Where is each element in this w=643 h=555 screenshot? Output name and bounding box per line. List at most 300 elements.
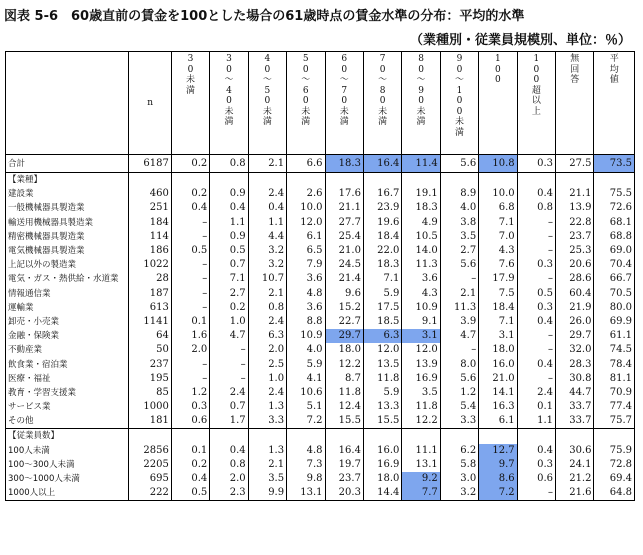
table-cell: 6.1 <box>479 414 517 429</box>
table-cell: – <box>171 272 209 286</box>
header-col: 90～100未満 <box>440 52 478 155</box>
empty-cell <box>325 173 363 188</box>
row-label: 100人未満 <box>6 444 129 458</box>
table-cell: 695 <box>129 472 171 486</box>
table-cell: 11.8 <box>363 372 401 386</box>
table-cell: 9.1 <box>402 315 440 329</box>
table-cell: 1.6 <box>171 329 209 343</box>
table-row <box>6 244 635 258</box>
table-cell: 18.4 <box>363 230 401 244</box>
table-cell: 0.8 <box>210 155 248 173</box>
table-cell: 20.3 <box>325 486 363 501</box>
table-cell: 2.1 <box>248 287 286 301</box>
table-cell: 3.2 <box>440 486 478 501</box>
table-cell: 3.9 <box>440 315 478 329</box>
table-cell: – <box>171 301 209 315</box>
table-cell: 4.9 <box>402 216 440 230</box>
table-cell: 4.7 <box>210 329 248 343</box>
header-col: 無回答 <box>556 52 594 155</box>
table-row <box>6 272 635 286</box>
table-cell: 11.8 <box>402 400 440 414</box>
header-col: 30～40未満 <box>210 52 248 155</box>
table-cell: 0.3 <box>517 301 555 315</box>
table-cell: 0.1 <box>171 444 209 458</box>
header-col: 50～60未満 <box>287 52 325 155</box>
table-cell: – <box>517 329 555 343</box>
table-cell: 10.9 <box>402 301 440 315</box>
table-cell: 24.5 <box>325 258 363 272</box>
table-cell: 6.6 <box>287 155 325 173</box>
table-cell: 19.6 <box>363 216 401 230</box>
table-cell: 7.2 <box>479 486 517 501</box>
table-cell: 4.3 <box>402 287 440 301</box>
empty-cell <box>440 173 478 188</box>
table-cell: 195 <box>129 372 171 386</box>
empty-cell <box>363 429 401 444</box>
table-cell: 20.6 <box>556 258 594 272</box>
table-cell: 2.4 <box>248 386 286 400</box>
table-cell: 2.4 <box>210 386 248 400</box>
row-label: 金融・保険業 <box>6 329 129 343</box>
table-cell: 0.4 <box>171 201 209 215</box>
header-col: 100超以上 <box>517 52 555 155</box>
empty-cell <box>325 429 363 444</box>
table-cell: 12.0 <box>287 216 325 230</box>
table-cell: 16.3 <box>479 400 517 414</box>
row-label: 一般機械器具製造業 <box>6 201 129 215</box>
table-cell: 4.3 <box>479 244 517 258</box>
table-cell: 2856 <box>129 444 171 458</box>
table-cell: 2205 <box>129 458 171 472</box>
table-cell: 0.4 <box>517 444 555 458</box>
table-row <box>6 230 635 244</box>
table-cell: 0.7 <box>210 258 248 272</box>
table-cell: 7.9 <box>287 258 325 272</box>
table-row <box>6 486 635 501</box>
table-cell: 5.9 <box>287 357 325 371</box>
table-cell: 2.0 <box>210 472 248 486</box>
empty-cell <box>517 429 555 444</box>
table-cell: 0.5 <box>517 287 555 301</box>
table-cell: – <box>440 272 478 286</box>
row-label: 300～1000人未満 <box>6 472 129 486</box>
table-cell: 5.9 <box>363 386 401 400</box>
empty-cell <box>248 173 286 188</box>
table-cell: 28 <box>129 272 171 286</box>
table-cell: 68.1 <box>594 216 635 230</box>
empty-cell <box>402 173 440 188</box>
row-label: 卸売・小売業 <box>6 315 129 329</box>
table-cell: 3.2 <box>248 244 286 258</box>
empty-cell <box>594 429 635 444</box>
table-cell: 1.7 <box>210 414 248 429</box>
table-cell: 69.4 <box>594 472 635 486</box>
table-cell: 1.3 <box>248 444 286 458</box>
table-cell: 12.0 <box>402 343 440 357</box>
header-col: 平均値 <box>594 52 635 155</box>
table-row <box>6 357 635 371</box>
table-cell: 10.7 <box>248 272 286 286</box>
table-cell: 0.4 <box>210 201 248 215</box>
table-cell: 1.1 <box>210 216 248 230</box>
table-cell: – <box>517 486 555 501</box>
table-cell: 114 <box>129 230 171 244</box>
table-row <box>6 201 635 215</box>
table-cell: 460 <box>129 187 171 201</box>
table-cell: 6.3 <box>363 329 401 343</box>
table-cell: 251 <box>129 201 171 215</box>
table-cell: 16.4 <box>363 155 401 173</box>
table-row <box>6 216 635 230</box>
table-cell: 3.3 <box>440 414 478 429</box>
table-cell: 61.1 <box>594 329 635 343</box>
row-label: 不動産業 <box>6 343 129 357</box>
table-cell: 33.7 <box>556 400 594 414</box>
table-cell: – <box>210 357 248 371</box>
empty-cell <box>517 173 555 188</box>
table-cell: 12.4 <box>325 400 363 414</box>
table-cell: 0.3 <box>517 155 555 173</box>
table-cell: – <box>517 216 555 230</box>
table-cell: 11.3 <box>402 258 440 272</box>
table-cell: 2.6 <box>287 187 325 201</box>
table-cell: 186 <box>129 244 171 258</box>
table-cell: 1000 <box>129 400 171 414</box>
table-cell: 0.5 <box>210 244 248 258</box>
row-label: 100～300人未満 <box>6 458 129 472</box>
table-cell: 2.4 <box>517 386 555 400</box>
table-cell: 18.4 <box>479 301 517 315</box>
table-cell: 70.4 <box>594 258 635 272</box>
table-cell: – <box>210 343 248 357</box>
table-cell: 10.0 <box>287 201 325 215</box>
table-cell: 7.6 <box>479 258 517 272</box>
table-cell: 68.8 <box>594 230 635 244</box>
table-cell: 613 <box>129 301 171 315</box>
empty-cell <box>363 173 401 188</box>
table-cell: 1141 <box>129 315 171 329</box>
section-label: 【業種】 <box>6 173 129 188</box>
empty-cell <box>402 429 440 444</box>
table-cell: 7.2 <box>287 414 325 429</box>
table-cell: 0.2 <box>171 187 209 201</box>
table-cell: 5.4 <box>440 400 478 414</box>
table-cell: 18.3 <box>402 201 440 215</box>
table-cell: – <box>171 230 209 244</box>
table-cell: 21.6 <box>556 486 594 501</box>
empty-cell <box>287 429 325 444</box>
table-cell: 0.8 <box>248 301 286 315</box>
table-cell: 6.3 <box>248 329 286 343</box>
table-cell: 2.7 <box>210 287 248 301</box>
table-cell: 32.0 <box>556 343 594 357</box>
table-cell: 6.8 <box>479 201 517 215</box>
table-cell: 0.4 <box>210 444 248 458</box>
table-cell: 3.6 <box>402 272 440 286</box>
table-cell: 22.8 <box>556 216 594 230</box>
table-cell: 9.9 <box>248 486 286 501</box>
table-cell: 2.7 <box>440 244 478 258</box>
table-cell: 12.2 <box>325 357 363 371</box>
table-cell: 5.9 <box>363 287 401 301</box>
table-cell: 64.8 <box>594 486 635 501</box>
table-cell: 13.1 <box>287 486 325 501</box>
table-cell: 5.8 <box>440 458 478 472</box>
table-cell: 2.4 <box>248 315 286 329</box>
table-cell: 16.0 <box>363 444 401 458</box>
table-cell: 0.5 <box>171 244 209 258</box>
table-cell: 16.4 <box>325 444 363 458</box>
table-cell: 30.8 <box>556 372 594 386</box>
table-cell: 0.4 <box>517 357 555 371</box>
table-cell: – <box>517 343 555 357</box>
table-cell: 0.3 <box>517 258 555 272</box>
table-cell: 26.0 <box>556 315 594 329</box>
table-cell: 4.1 <box>287 372 325 386</box>
table-cell: 17.6 <box>325 187 363 201</box>
table-cell: – <box>210 372 248 386</box>
table-cell: 18.0 <box>325 343 363 357</box>
table-cell: 60.4 <box>556 287 594 301</box>
table-cell: 1.2 <box>440 386 478 400</box>
empty-cell <box>479 429 517 444</box>
table-cell: 3.3 <box>248 414 286 429</box>
header-col: 30未満 <box>171 52 209 155</box>
table-cell: 18.0 <box>363 472 401 486</box>
row-label: 運輸業 <box>6 301 129 315</box>
table-cell: 11.1 <box>402 444 440 458</box>
table-row <box>6 458 635 472</box>
table-cell: 0.7 <box>210 400 248 414</box>
table-cell: 14.0 <box>402 244 440 258</box>
header-col: 80～90未満 <box>402 52 440 155</box>
table-cell: 13.5 <box>363 357 401 371</box>
table-cell: 29.7 <box>556 329 594 343</box>
table-cell: 5.6 <box>440 155 478 173</box>
empty-cell <box>287 173 325 188</box>
table-cell: 2.3 <box>210 486 248 501</box>
table-cell: 10.8 <box>479 155 517 173</box>
table-cell: 1.2 <box>171 386 209 400</box>
table-cell: 0.9 <box>210 187 248 201</box>
table-row <box>6 372 635 386</box>
table-cell: 2.1 <box>248 155 286 173</box>
page-title: 図表 5-6 60歳直前の賃金を100とした場合の61歳時点の賃金水準の分布：平均的水準 <box>4 9 525 24</box>
table-cell: 21.4 <box>325 272 363 286</box>
table-cell: 1.0 <box>210 315 248 329</box>
empty-cell <box>594 173 635 188</box>
table-cell: 18.3 <box>325 155 363 173</box>
table-cell: 5.6 <box>440 372 478 386</box>
table-row <box>6 400 635 414</box>
table-cell: 7.1 <box>210 272 248 286</box>
table-cell: 0.2 <box>210 301 248 315</box>
table-cell: 23.7 <box>325 472 363 486</box>
table-cell: – <box>517 244 555 258</box>
table-cell: 27.7 <box>325 216 363 230</box>
table-cell: – <box>171 258 209 272</box>
table-cell: 81.1 <box>594 372 635 386</box>
table-cell: 21.0 <box>479 372 517 386</box>
table-cell: 7.0 <box>479 230 517 244</box>
data-table <box>5 51 635 501</box>
table-row <box>6 301 635 315</box>
row-label: 上記以外の製造業 <box>6 258 129 272</box>
table-cell: 24.1 <box>556 458 594 472</box>
empty-cell <box>248 429 286 444</box>
table-cell: 5.1 <box>287 400 325 414</box>
table-cell: 16.7 <box>363 187 401 201</box>
table-cell: 72.6 <box>594 201 635 215</box>
table-cell: 13.9 <box>402 357 440 371</box>
table-cell: 13.3 <box>363 400 401 414</box>
table-cell: 181 <box>129 414 171 429</box>
table-cell: 7.1 <box>479 216 517 230</box>
empty-cell <box>556 429 594 444</box>
table-cell: 2.5 <box>248 357 286 371</box>
table-cell: 9.2 <box>402 472 440 486</box>
table-cell: 78.4 <box>594 357 635 371</box>
table-cell: 23.9 <box>363 201 401 215</box>
table-cell: 6.1 <box>287 230 325 244</box>
table-cell: 4.0 <box>440 201 478 215</box>
header-col: 60～70未満 <box>325 52 363 155</box>
empty-cell <box>479 173 517 188</box>
table-row <box>6 258 635 272</box>
table-cell: 70.9 <box>594 386 635 400</box>
table-cell: 8.7 <box>325 372 363 386</box>
table-cell: 3.5 <box>248 472 286 486</box>
table-cell: 10.9 <box>287 329 325 343</box>
table-cell: – <box>171 357 209 371</box>
table-cell: 77.4 <box>594 400 635 414</box>
table-cell: 21.2 <box>556 472 594 486</box>
table-cell: 17.5 <box>363 301 401 315</box>
empty-cell <box>210 173 248 188</box>
table-cell: 64 <box>129 329 171 343</box>
table-cell: 13.9 <box>556 201 594 215</box>
table-cell: 18.5 <box>363 315 401 329</box>
table-cell: 5.6 <box>440 258 478 272</box>
table-cell: 9.7 <box>479 458 517 472</box>
table-cell: 222 <box>129 486 171 501</box>
table-cell: 3.1 <box>479 329 517 343</box>
table-cell: 69.9 <box>594 315 635 329</box>
header-col: 40～50未満 <box>248 52 286 155</box>
table-cell: 2.1 <box>440 287 478 301</box>
table-cell: 16.0 <box>479 357 517 371</box>
table-cell: 21.1 <box>556 187 594 201</box>
table-cell: 187 <box>129 287 171 301</box>
table-cell: 13.1 <box>402 458 440 472</box>
table-cell: 2.0 <box>171 343 209 357</box>
table-cell: 23.7 <box>556 230 594 244</box>
table-cell: 0.4 <box>248 201 286 215</box>
empty-cell <box>440 429 478 444</box>
row-label: 電気・ガス・熱供給・水道業 <box>6 272 129 286</box>
empty-cell <box>171 173 209 188</box>
section-label: 【従業員数】 <box>6 429 129 444</box>
table-cell: 15.5 <box>325 414 363 429</box>
table-cell: – <box>517 372 555 386</box>
table-cell: 0.5 <box>171 486 209 501</box>
table-cell: 21.1 <box>325 201 363 215</box>
table-cell: 3.1 <box>402 329 440 343</box>
empty-cell <box>556 173 594 188</box>
table-cell: 237 <box>129 357 171 371</box>
table-cell: 19.1 <box>402 187 440 201</box>
table-cell: 7.1 <box>363 272 401 286</box>
table-cell: 25.3 <box>556 244 594 258</box>
table-row <box>6 472 635 486</box>
table-cell: 0.2 <box>171 155 209 173</box>
table-cell: 28.6 <box>556 272 594 286</box>
table-cell: 2.0 <box>248 343 286 357</box>
table-cell: 70.5 <box>594 287 635 301</box>
table-cell: 7.5 <box>479 287 517 301</box>
table-cell: 0.4 <box>517 187 555 201</box>
table-cell: 19.7 <box>325 458 363 472</box>
table-row <box>6 414 635 429</box>
table-row <box>6 315 635 329</box>
table-cell: 3.6 <box>287 301 325 315</box>
table-cell: 1.1 <box>248 216 286 230</box>
table-cell: 1.0 <box>248 372 286 386</box>
table-cell: 0.3 <box>517 458 555 472</box>
table-cell: 4.8 <box>287 444 325 458</box>
table-cell: 184 <box>129 216 171 230</box>
table-row <box>6 187 635 201</box>
table-cell: 4.8 <box>287 287 325 301</box>
table-cell: 7.1 <box>479 315 517 329</box>
table-cell: 73.5 <box>594 155 635 173</box>
header-col: 70～80未満 <box>363 52 401 155</box>
table-cell: – <box>440 343 478 357</box>
table-cell: 7.7 <box>402 486 440 501</box>
table-cell: 2.4 <box>248 187 286 201</box>
table-row <box>6 287 635 301</box>
table-cell: 66.7 <box>594 272 635 286</box>
table-cell: 8.6 <box>479 472 517 486</box>
table-cell: 4.7 <box>440 329 478 343</box>
table-cell: – <box>517 272 555 286</box>
empty-cell <box>171 429 209 444</box>
row-label: 電気機械器具製造業 <box>6 244 129 258</box>
table-cell: 3.8 <box>440 216 478 230</box>
table-cell: 12.2 <box>402 414 440 429</box>
table-cell: 8.9 <box>440 187 478 201</box>
row-label: サービス業 <box>6 400 129 414</box>
table-cell: 21.9 <box>556 301 594 315</box>
table-cell: 15.2 <box>325 301 363 315</box>
row-label: 教育・学習支援業 <box>6 386 129 400</box>
row-label: 情報通信業 <box>6 287 129 301</box>
header-row <box>6 52 635 155</box>
table-cell: 11.8 <box>325 386 363 400</box>
table-cell: 6187 <box>129 155 171 173</box>
table-cell: 11.4 <box>402 155 440 173</box>
table-row <box>6 155 635 173</box>
table-cell: 29.7 <box>325 329 363 343</box>
header-n: n <box>129 52 171 155</box>
table-cell: 75.5 <box>594 187 635 201</box>
table-row <box>6 329 635 343</box>
table-cell: 8.0 <box>440 357 478 371</box>
table-cell: 3.2 <box>248 258 286 272</box>
table-cell: 16.9 <box>363 458 401 472</box>
section-header-row <box>6 173 635 188</box>
table-cell: 0.8 <box>210 458 248 472</box>
